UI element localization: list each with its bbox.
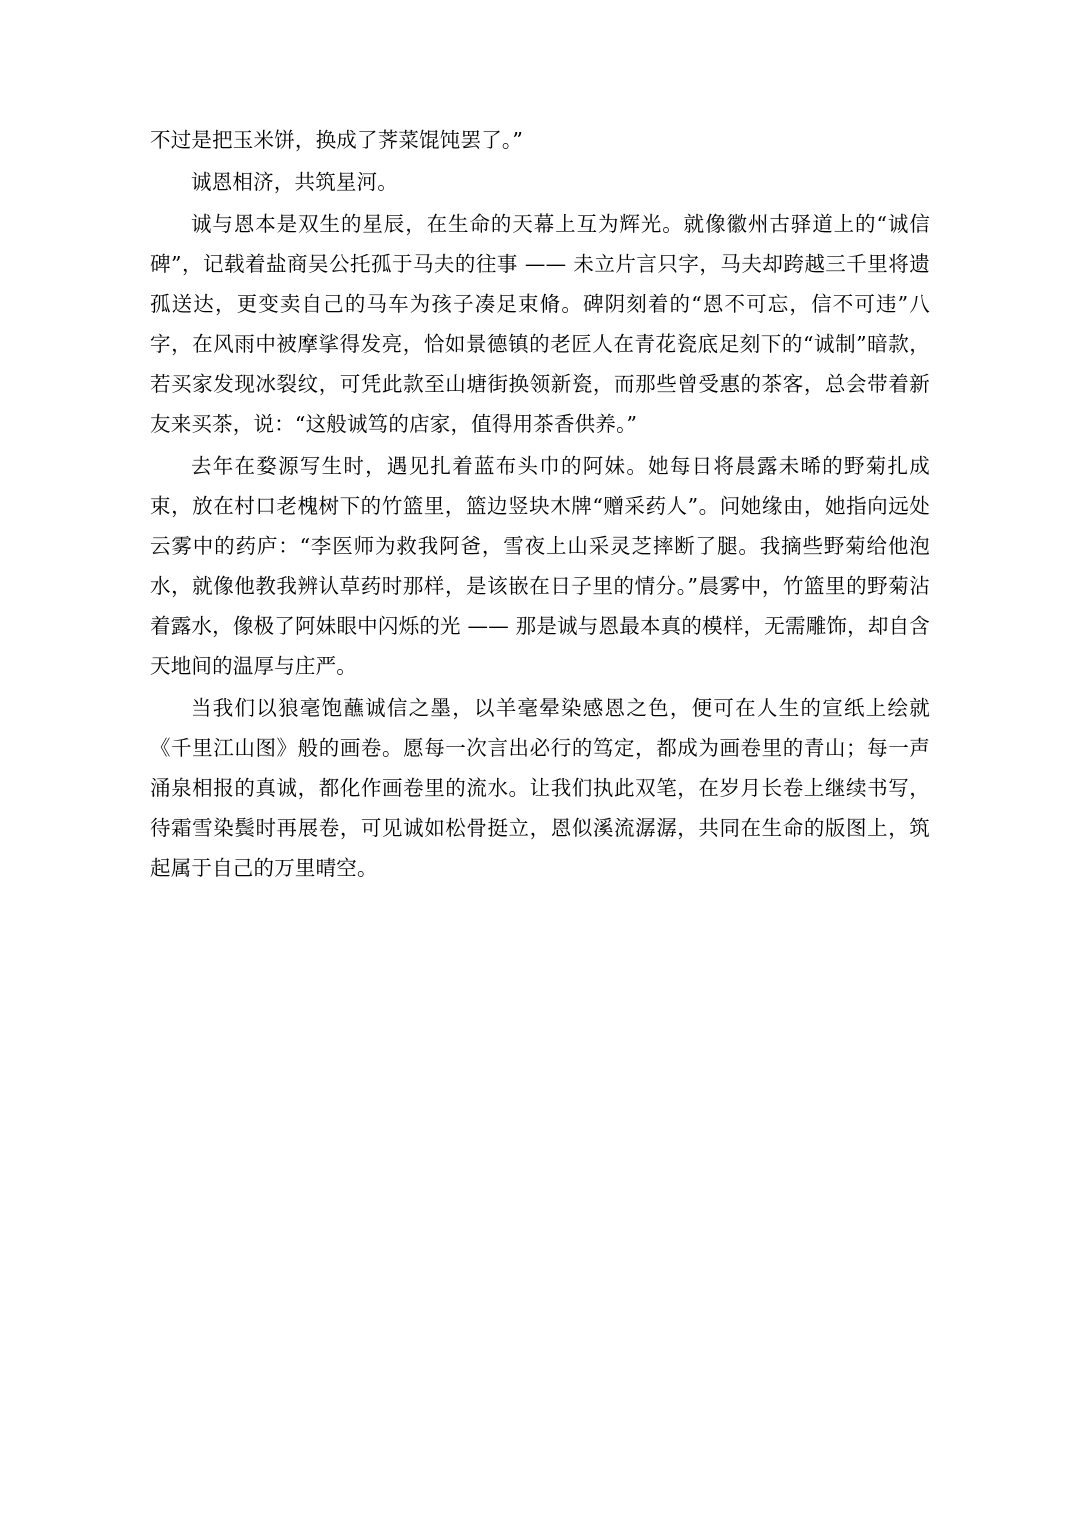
paragraph-cheng-xin-bei: 诚与恩本是双生的星辰，在生命的天幕上互为辉光。就像徽州古驿道上的“诚信碑”，记载着盐商吴公托孤于马夫的往事 —— 未立片言只字，马夫却跨越三千里将遗孤送达，更变卖自己的马车为孩子凑足束脩。碑阴刻着的“恩不可忘，信不可违”八字，在风雨中被摩挲得发亮，恰如景德镇的老匠人在青花瓷底足刻下的“诚制”暗款，若买家发现冰裂纹，可凭此款至山塘街换领新瓷，而那些曾受惠的茶客，总会带着新友来买茶，说：“这般诚笃的店家，值得用茶香供养。” bbox=[150, 212, 930, 436]
paragraph-continuation: 不过是把玉米饼，换成了荠菜馄饨罢了。” bbox=[150, 128, 524, 152]
document-body bbox=[150, 120, 930, 890]
paragraph-wuyuan: 去年在婺源写生时，遇见扎着蓝布头巾的阿妹。她每日将晨露未晞的野菊扎成束，放在村口老槐树下的竹篮里，篮边竖块木牌“赠采药人”。问她缘由，她指向远处云雾中的药庐：“李医师为救我阿爸，雪夜上山采灵芝摔断了腿。我摘些野菊给他泡水，就像他教我辨认草药时那样，是该嵌在日子里的情分。”晨雾中，竹篮里的野菊沾着露水，像极了阿妹眼中闪烁的光 —— 那是诚与恩最本真的模样，无需雕饰，却自含天地间的温厚与庄严。 bbox=[150, 454, 930, 678]
paragraph-heading-line: 诚恩相济，共筑星河。 bbox=[191, 170, 398, 194]
paragraph-conclusion: 当我们以狼毫饱蘸诚信之墨，以羊毫晕染感恩之色，便可在人生的宣纸上绘就《千里江山图》般的画卷。愿每一次言出必行的笃定，都成为画卷里的青山；每一声涌泉相报的真诚，都化作画卷里的流水。让我们执此双笔，在岁月长卷上继续书写，待霜雪染鬓时再展卷，可见诚如松骨挺立，恩似溪流潺潺，共同在生命的版图上，筑起属于自己的万里晴空。 bbox=[150, 696, 930, 880]
